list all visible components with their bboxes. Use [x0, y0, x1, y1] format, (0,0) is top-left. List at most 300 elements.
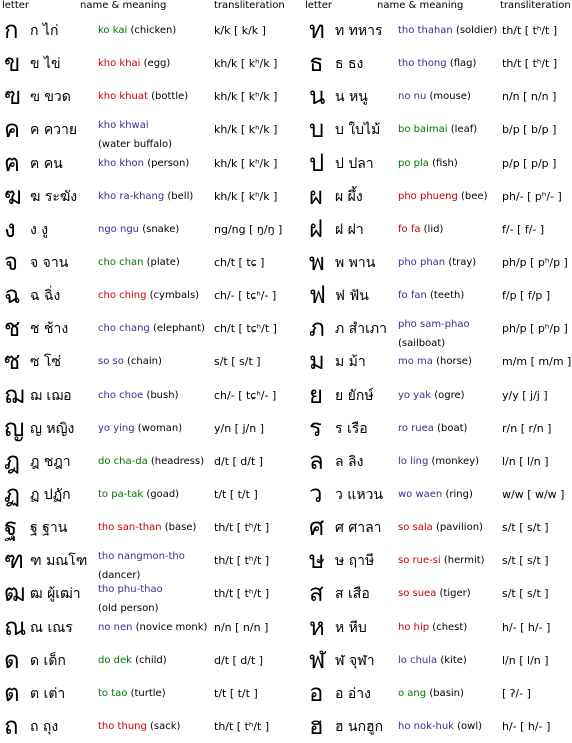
- letter-name: kho khwai: [98, 120, 149, 132]
- transliteration: y/y [ j/j ]: [502, 388, 548, 402]
- letter-meaning: (tiger): [439, 588, 471, 600]
- transliteration: ph/- [ pʰ/- ]: [502, 189, 562, 203]
- thai-word: ส เสือ: [335, 586, 370, 603]
- letter-name-meaning: [398, 191, 488, 203]
- letter-row: [0, 379, 286, 412]
- letter-row: [0, 677, 286, 710]
- thai-word: ช ช้าง: [30, 321, 69, 338]
- letter-meaning: (base): [164, 522, 197, 534]
- thai-word: ผ ผึ้ง: [335, 188, 363, 205]
- thai-word: ม ม้า: [335, 354, 366, 371]
- letter-meaning: (plate): [146, 256, 180, 268]
- letter-name: lo ling: [398, 455, 429, 467]
- letter-row: [305, 345, 572, 378]
- letter-name: tho thahan: [398, 25, 453, 36]
- transliteration: k/k [ k/k ]: [214, 24, 266, 37]
- transliteration: s/t [ s/t ]: [214, 355, 261, 369]
- thai-word: ภ สำเภา: [335, 321, 387, 338]
- header-name: name & meaning: [377, 0, 464, 11]
- thai-word: ฎ ชฎา: [30, 453, 71, 470]
- thai-word: ง งู: [30, 221, 49, 238]
- letter-name-meaning: [398, 688, 464, 700]
- letter-name-meaning: [398, 290, 464, 302]
- letter-name: tho thung: [98, 720, 147, 732]
- transliteration: kh/k [ kʰ/k ]: [214, 189, 278, 203]
- letter-row: [305, 412, 572, 445]
- thai-letter: ต: [4, 678, 20, 707]
- thai-letter: ฃ: [4, 82, 21, 111]
- letter-meaning: (person): [147, 157, 190, 169]
- letter-row: [305, 312, 572, 350]
- thai-letter: ท: [309, 16, 325, 44]
- letter-row: [305, 80, 572, 113]
- transliteration: th/t [ tʰ/t ]: [214, 587, 270, 601]
- letter-meaning: (woman): [137, 422, 183, 434]
- thai-letter: ฝ: [309, 214, 324, 243]
- transliteration: s/t [ s/t ]: [502, 521, 549, 535]
- letter-name: ko kai: [98, 25, 128, 36]
- letter-name-meaning: [98, 688, 166, 700]
- thai-word: ฐ ฐาน: [30, 520, 68, 537]
- thai-letter: ล: [309, 446, 324, 475]
- right-column: [305, 0, 572, 743]
- thai-letter: ฅ: [4, 148, 21, 177]
- letter-name-meaning: [98, 257, 180, 269]
- letter-row: [305, 544, 572, 577]
- letter-name-meaning: [398, 91, 471, 103]
- transliteration: b/p [ b/p ]: [502, 123, 557, 137]
- letter-meaning: (teeth): [430, 290, 465, 302]
- thai-letter: ซ: [4, 347, 21, 376]
- thai-word: ฅ คน: [30, 155, 63, 172]
- thai-word: ฏ ปฏัก: [30, 486, 71, 503]
- thai-word: บ ใบไม้: [335, 122, 381, 139]
- thai-word: ข ไข่: [30, 56, 61, 73]
- thai-word: ฌ เฌอ: [30, 387, 72, 404]
- thai-word: ป ปลา: [335, 155, 374, 172]
- letter-row: [305, 644, 572, 677]
- transliteration: kh/k [ kʰ/k ]: [214, 90, 278, 104]
- thai-letter: ว: [309, 479, 323, 508]
- thai-letter: ฟ: [309, 281, 326, 310]
- thai-letter: ฎ: [4, 446, 21, 475]
- thai-letter: ถ: [4, 711, 19, 740]
- thai-word: ด เด็ก: [30, 652, 66, 669]
- letter-row: [305, 577, 572, 610]
- thai-letter: ช: [4, 314, 21, 343]
- transliteration: th/t [ tʰ/t ]: [502, 57, 558, 71]
- letter-name: ngo ngu: [98, 223, 140, 235]
- transliteration: t/t [ t/t ]: [214, 686, 258, 700]
- letter-name-meaning: [98, 721, 180, 733]
- letter-name-meaning: [98, 522, 196, 534]
- thai-word: ฒ ผู้เฒ่า: [30, 586, 81, 603]
- letter-meaning: (novice monk): [135, 621, 208, 633]
- letter-row: [305, 180, 572, 213]
- letter-name-meaning: [98, 91, 188, 103]
- transliteration: y/n [ j/n ]: [214, 421, 264, 435]
- transliteration: h/- [ h/- ]: [502, 719, 551, 733]
- letter-row: [0, 544, 286, 582]
- letter-meaning: (tray): [448, 256, 477, 268]
- thai-word: ถ ถุง: [30, 718, 59, 735]
- transliteration: p/p [ p/p ]: [502, 156, 557, 170]
- letter-row: [305, 113, 572, 146]
- letter-name: cho choe: [98, 389, 144, 401]
- header-letter: letter: [2, 0, 30, 11]
- thai-word: ฝ ฝา: [335, 221, 364, 238]
- letter-name: so sala: [398, 522, 433, 534]
- transliteration: th/t [ tʰ/t ]: [502, 24, 558, 37]
- letter-name: tho phu-thao: [98, 584, 163, 596]
- letter-row: [305, 511, 572, 544]
- thai-letter: ร: [309, 413, 322, 442]
- letter-name-meaning: [98, 158, 189, 170]
- letter-name: kho ra-khang: [98, 190, 165, 202]
- letter-meaning: (water buffalo): [98, 139, 173, 151]
- transliteration: t/t [ t/t ]: [214, 487, 258, 501]
- letter-name-meaning: [398, 257, 476, 269]
- transliteration: f/- [ f/- ]: [502, 222, 545, 236]
- thai-word: ศ ศาลา: [335, 520, 382, 537]
- letter-name-meaning: [398, 522, 483, 534]
- letter-name-meaning: [98, 58, 170, 70]
- letter-name: to tao: [98, 687, 128, 699]
- transliteration: ch/- [ tɕʰ/- ]: [214, 388, 277, 402]
- transliteration: h/- [ h/- ]: [502, 620, 551, 634]
- letter-name-meaning: [398, 390, 465, 402]
- letter-name-meaning: [98, 456, 204, 468]
- thai-letter: ย: [309, 380, 324, 409]
- letter-name-meaning: [98, 423, 182, 435]
- thai-word: จ จาน: [30, 254, 69, 271]
- transliteration: s/t [ s/t ]: [502, 587, 549, 601]
- letter-row: [0, 577, 286, 615]
- letter-row: [0, 412, 286, 445]
- letter-row: [0, 14, 286, 47]
- letter-row: [0, 80, 286, 113]
- transliteration: s/t [ s/t ]: [502, 554, 549, 568]
- thai-word: ฉ ฉิ่ง: [30, 288, 61, 305]
- letter-row: [305, 379, 572, 412]
- letter-meaning: (hermit): [443, 555, 485, 567]
- letter-name-meaning: [398, 124, 477, 136]
- thai-letter: ญ: [4, 413, 25, 442]
- thai-word: ฟ ฟัน: [335, 288, 369, 305]
- letter-name-meaning: [98, 25, 176, 37]
- letter-row: [0, 644, 286, 677]
- letter-row: [0, 710, 286, 743]
- letter-meaning: (fish): [432, 157, 458, 169]
- transliteration: n/n [ n/n ]: [502, 90, 557, 104]
- letter-name: do cha-da: [98, 455, 148, 467]
- thai-letter: จ: [4, 247, 19, 276]
- letter-name-meaning: [98, 191, 193, 203]
- letter-row: [305, 47, 572, 80]
- letter-meaning: (leaf): [450, 124, 478, 136]
- header-transliteration: transliteration: [214, 0, 285, 11]
- transliteration: f/p [ f/p ]: [502, 289, 551, 303]
- transliteration: kh/k [ kʰ/k ]: [214, 123, 278, 137]
- thai-letter: ข: [4, 49, 21, 78]
- thai-letter: ณ: [4, 612, 27, 641]
- letter-name: so suea: [398, 588, 437, 600]
- thai-letter: ฏ: [4, 479, 21, 508]
- thai-letter: ฮ: [309, 711, 324, 740]
- transliteration: ch/t [ tɕ ]: [214, 255, 265, 269]
- thai-word: ฑ มณโฑ: [30, 553, 88, 570]
- letter-meaning: (old person): [98, 603, 159, 615]
- transliteration: ch/- [ tɕʰ/- ]: [214, 289, 277, 303]
- letter-name: so so: [98, 356, 124, 368]
- letter-row: [305, 246, 572, 279]
- letter-meaning: (chest): [432, 621, 468, 633]
- thai-word: พ พาน: [335, 254, 376, 271]
- left-rows: [0, 14, 286, 743]
- letter-row: [305, 710, 572, 743]
- letter-meaning: (dancer): [98, 570, 141, 582]
- letter-name-meaning: [98, 224, 179, 236]
- letter-name-meaning: [98, 290, 199, 302]
- letter-row: [305, 14, 572, 47]
- thai-letter: ฒ: [4, 579, 26, 608]
- letter-name: cho chang: [98, 323, 150, 335]
- letter-meaning: (child): [135, 654, 167, 666]
- letter-name: yo yak: [398, 389, 432, 401]
- letter-meaning: (snake): [142, 223, 180, 235]
- thai-letter: ก: [4, 16, 19, 44]
- thai-word: ย ยักษ์: [335, 387, 374, 404]
- letter-row: [305, 213, 572, 246]
- letter-row: [0, 345, 286, 378]
- letter-meaning: (chicken): [130, 25, 177, 36]
- letter-name-meaning: [398, 555, 485, 567]
- header-letter: letter: [305, 0, 333, 11]
- letter-row: [0, 180, 286, 213]
- transliteration: ph/p [ pʰ/p ]: [502, 322, 568, 336]
- letter-name: ho hip: [398, 621, 430, 633]
- letter-meaning: (headress): [150, 455, 205, 467]
- letter-name: pho phueng: [398, 190, 458, 202]
- letter-meaning: (sailboat): [398, 338, 446, 350]
- transliteration: l/n [ l/n ]: [502, 454, 549, 468]
- letter-name: wo waen: [398, 488, 443, 500]
- thai-letter: น: [309, 82, 326, 111]
- letter-name-meaning: [98, 489, 179, 501]
- transliteration: th/t [ tʰ/t ]: [214, 719, 270, 733]
- letter-name: cho chan: [98, 256, 144, 268]
- letter-row: [0, 246, 286, 279]
- header-row: [305, 0, 572, 14]
- thai-letter: ษ: [309, 546, 325, 575]
- letter-row: [0, 279, 286, 312]
- thai-letter: ด: [4, 645, 20, 674]
- letter-meaning: (horse): [436, 356, 472, 368]
- transliteration: kh/k [ kʰ/k ]: [214, 156, 278, 170]
- transliteration: l/n [ l/n ]: [502, 653, 549, 667]
- letter-name: tho thong: [398, 58, 447, 70]
- letter-name-meaning: [398, 423, 467, 435]
- letter-meaning: (monkey): [431, 455, 480, 467]
- letter-row: [0, 478, 286, 511]
- letter-row: [305, 279, 572, 312]
- letter-name: ho nok-huk: [398, 720, 454, 732]
- thai-word: ท ทหาร: [335, 23, 383, 39]
- header-transliteration: transliteration: [500, 0, 571, 11]
- thai-word: ก ไก่: [30, 23, 59, 39]
- letter-meaning: (bottle): [151, 91, 189, 103]
- letter-name-meaning: [398, 456, 479, 468]
- transliteration: d/t [ d/t ]: [214, 454, 264, 468]
- letter-name: fo fan: [398, 290, 427, 302]
- letter-name-meaning: [98, 622, 207, 634]
- thai-word: ฃ ขวด: [30, 89, 71, 106]
- thai-word: ญ หญิง: [30, 420, 75, 437]
- letter-name-meaning: [98, 323, 205, 335]
- transliteration: [ ʔ/- ]: [502, 686, 531, 700]
- letter-meaning: (bee): [461, 190, 488, 202]
- letter-meaning: (bush): [146, 389, 179, 401]
- thai-word: ฮ นกฮูก: [335, 718, 384, 735]
- letter-name: pho phan: [398, 256, 446, 268]
- transliteration: m/m [ m/m ]: [502, 355, 572, 369]
- letter-name: no nen: [98, 621, 133, 633]
- letter-name: no nu: [398, 91, 427, 103]
- transliteration: ng/ng [ ŋ/ŋ ]: [214, 222, 283, 236]
- letter-meaning: (flag): [449, 58, 477, 70]
- letter-row: [0, 511, 286, 544]
- thai-word: ณ เณร: [30, 619, 73, 636]
- letter-row: [0, 445, 286, 478]
- letter-name: ro ruea: [398, 422, 434, 434]
- letter-meaning: (sack): [150, 720, 181, 732]
- letter-meaning: (chain): [127, 356, 162, 368]
- letter-name-meaning: [398, 655, 467, 667]
- letter-name: to pa-tak: [98, 488, 144, 500]
- letter-name: tho nangmon-tho: [98, 551, 185, 563]
- thai-letter: ฉ: [4, 281, 21, 310]
- thai-letter: บ: [309, 115, 325, 144]
- letter-name-meaning: [398, 356, 472, 368]
- letter-name-meaning: [398, 158, 458, 170]
- transliteration: w/w [ w/w ]: [502, 487, 565, 501]
- letter-name: fo fa: [398, 223, 421, 235]
- letter-meaning: (bell): [167, 190, 194, 202]
- letter-meaning: (kite): [440, 654, 467, 666]
- thai-letter: ค: [4, 115, 21, 144]
- letter-meaning: (turtle): [130, 687, 166, 699]
- transliteration: kh/k [ kʰ/k ]: [214, 57, 278, 71]
- thai-letter: ฐ: [4, 513, 18, 542]
- thai-word: ซ โซ่: [30, 354, 61, 371]
- letter-name: so rue-si: [398, 555, 441, 567]
- thai-letter: ม: [309, 347, 325, 376]
- thai-letter: ผ: [309, 181, 324, 210]
- letter-meaning: (boat): [437, 422, 468, 434]
- letter-row: [0, 312, 286, 345]
- transliteration: ch/t [ tɕʰ/t ]: [214, 322, 277, 336]
- thai-letter: ศ: [309, 513, 325, 542]
- letter-row: [0, 47, 286, 80]
- letter-meaning: (soldier): [455, 25, 498, 36]
- thai-word: ว แหวน: [335, 486, 383, 503]
- thai-letter: ธ: [309, 49, 324, 78]
- letter-row: [305, 677, 572, 710]
- header-row: [0, 0, 286, 14]
- thai-letter: ฌ: [4, 380, 25, 409]
- thai-letter: อ: [309, 678, 324, 707]
- letter-name: do dek: [98, 654, 132, 666]
- letter-name: po pla: [398, 157, 429, 169]
- letter-meaning: (egg): [143, 58, 171, 70]
- thai-word: ฆ ระฆัง: [30, 188, 78, 205]
- letter-name-meaning: [398, 25, 497, 37]
- transliteration: d/t [ d/t ]: [214, 653, 264, 667]
- letter-name: lo chula: [398, 654, 438, 666]
- thai-word: น หนู: [335, 89, 368, 106]
- transliteration: th/t [ tʰ/t ]: [214, 554, 270, 568]
- letter-meaning: (cymbals): [149, 290, 200, 302]
- letter-meaning: (owl): [457, 720, 483, 732]
- thai-word: ษ ฤาษี: [335, 553, 375, 570]
- transliteration: r/n [ r/n ]: [502, 421, 552, 435]
- letter-meaning: (ogre): [434, 389, 465, 401]
- letter-name-meaning: [398, 721, 482, 733]
- letter-meaning: (elephant): [152, 323, 205, 335]
- thai-letter: พ: [309, 247, 325, 276]
- letter-meaning: (mouse): [429, 91, 471, 103]
- letter-name: kho khuat: [98, 91, 148, 103]
- right-rows: [305, 14, 572, 743]
- thai-letter: ป: [309, 148, 325, 177]
- letter-row: [305, 478, 572, 511]
- letter-meaning: (ring): [445, 488, 473, 500]
- letter-row: [305, 147, 572, 180]
- thai-word: ฬ จุฬา: [335, 652, 375, 669]
- letter-name: pho sam-phao: [398, 319, 470, 331]
- letter-name-meaning: [398, 224, 443, 236]
- letter-row: [305, 611, 572, 644]
- letter-name: bo baimai: [398, 124, 448, 136]
- letter-meaning: (lid): [423, 223, 444, 235]
- thai-word: อ อ่าง: [335, 685, 371, 702]
- letter-meaning: (basin): [429, 687, 464, 699]
- thai-word: ห หีบ: [335, 619, 367, 636]
- letter-name: mo ma: [398, 356, 433, 368]
- thai-letter: ภ: [309, 314, 325, 343]
- letter-row: [305, 445, 572, 478]
- transliteration: ph/p [ pʰ/p ]: [502, 255, 568, 269]
- thai-letter: ส: [309, 579, 324, 608]
- letter-name: kho khon: [98, 157, 145, 169]
- letter-name-meaning: [398, 58, 476, 70]
- thai-letter: ฆ: [4, 181, 22, 210]
- letter-name-meaning: [98, 356, 162, 368]
- letter-name: cho ching: [98, 290, 147, 302]
- thai-letter: ฬ: [309, 645, 326, 674]
- letter-meaning: (pavilion): [435, 522, 483, 534]
- thai-word: ต เต่า: [30, 685, 66, 702]
- transliteration: n/n [ n/n ]: [214, 620, 269, 634]
- thai-letter: ห: [309, 612, 325, 641]
- thai-word: ค ควาย: [30, 122, 78, 139]
- thai-word: ล ลิง: [335, 453, 364, 470]
- thai-word: ร เรือ: [335, 420, 368, 437]
- letter-row: [0, 147, 286, 180]
- letter-meaning: (goad): [146, 488, 180, 500]
- letter-name-meaning: [98, 390, 178, 402]
- letter-name-meaning: [398, 489, 473, 501]
